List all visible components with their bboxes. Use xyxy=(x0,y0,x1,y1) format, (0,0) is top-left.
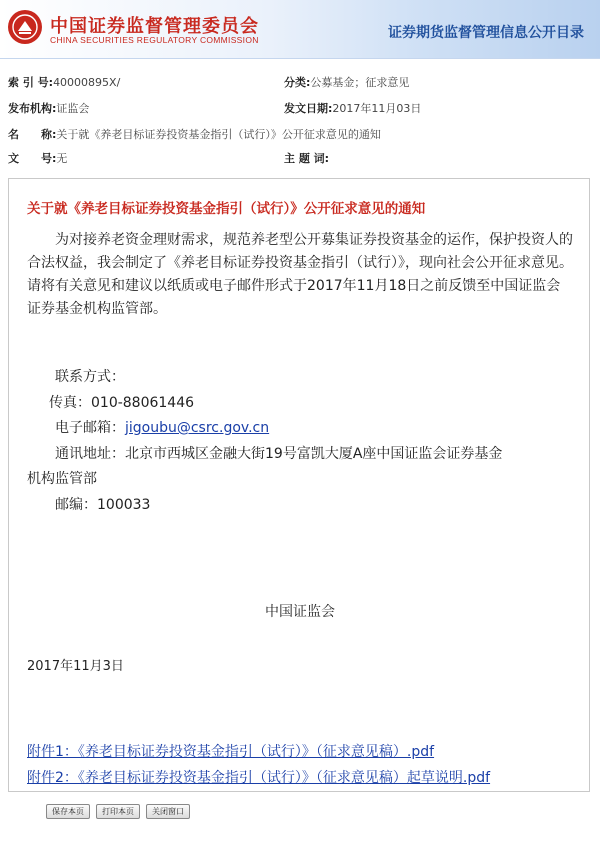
document-paragraph xyxy=(27,229,573,321)
docno-label: 文 号: xyxy=(8,152,57,165)
date-value: 2017年11月03日 xyxy=(332,102,422,115)
meta-row-publisher xyxy=(0,100,600,120)
address-value-line1: 北京市西城区金融大街19号富凯大厦A座中国证监会证券基金 xyxy=(125,445,503,462)
email-label: 电子邮箱： xyxy=(55,420,125,436)
document-date: 2017年11月3日 xyxy=(27,659,124,674)
index-value: 40000895X/ xyxy=(53,76,121,89)
address-label: 通讯地址： xyxy=(55,445,125,462)
csrc-emblem-icon xyxy=(8,10,42,44)
contact-address xyxy=(27,442,573,468)
attachment-link-2[interactable]: 附件2：《养老目标证券投资基金指引（试行）》（征求意见稿）起草说明.pdf xyxy=(27,770,491,786)
docno-value: 无 xyxy=(56,152,68,165)
meta-row-docno xyxy=(0,150,600,170)
meta-subject xyxy=(284,150,329,166)
contact-email xyxy=(27,416,573,442)
meta-date xyxy=(284,100,421,116)
document-title: 关于就《养老目标证券投资基金指引（试行）》公开征求意见的通知 xyxy=(27,201,426,217)
site-header xyxy=(0,0,600,59)
org-name-en: CHINA SECURITIES REGULATORY COMMISSION xyxy=(50,35,259,45)
publisher-label: 发布机构: xyxy=(8,102,57,115)
meta-publisher xyxy=(8,100,89,116)
save-page-button[interactable]: 保存本页 xyxy=(46,804,90,819)
attachment-link-1[interactable]: 附件1：《养老目标证券投资基金指引（试行）》（征求意见稿）.pdf xyxy=(27,744,435,760)
contact-block xyxy=(27,365,573,518)
postcode-value: 100033 xyxy=(97,496,151,513)
document-content xyxy=(8,178,590,792)
address-value-line2: 机构监管部 xyxy=(27,471,97,487)
signature: 中国证监会 xyxy=(265,604,335,620)
name-value: 关于就《养老目标证券投资基金指引（试行）》公开征求意见的通知 xyxy=(56,128,381,141)
category-value: 公募基金；征求意见 xyxy=(310,76,410,89)
index-label: 索 引 号: xyxy=(8,76,54,89)
meta-category xyxy=(284,74,409,90)
contact-fax xyxy=(27,391,573,417)
category-label: 分类: xyxy=(284,76,311,89)
meta-row-index xyxy=(0,74,600,94)
site-title: 证券期货监督管理信息公开目录 xyxy=(388,25,584,41)
org-name-cn: 中国证券监督管理委员会 xyxy=(50,16,259,37)
meta-docno xyxy=(8,150,67,166)
action-bar xyxy=(0,800,600,824)
meta-index xyxy=(8,74,120,90)
name-label: 名 称: xyxy=(8,128,57,141)
fax-label: 传真： xyxy=(49,394,91,411)
paragraph-text: 为对接养老资金理财需求，规范养老型公开募集证券投资基金的运作，保护投资人的合法权益，我会制定了《养老目标证券投资基金指引（试行）》，现向社会公开征求意见。请将有关意见和建议以纸质或电子邮件形式于2017年11月18日之前反馈至中国证监会证券基金机构监管部。 xyxy=(27,232,573,317)
meta-row-name xyxy=(0,126,600,146)
print-page-button[interactable]: 打印本页 xyxy=(96,804,140,819)
fax-value: 010-88061446 xyxy=(91,394,195,411)
contact-heading: 联系方式： xyxy=(55,369,125,385)
contact-postcode xyxy=(27,493,573,519)
email-link[interactable]: jigoubu@csrc.gov.cn xyxy=(125,420,270,436)
subject-label: 主 题 词: xyxy=(284,152,330,165)
publisher-value: 证监会 xyxy=(56,102,90,115)
date-label: 发文日期: xyxy=(284,102,333,115)
postcode-label: 邮编： xyxy=(55,496,97,513)
meta-name xyxy=(8,126,381,142)
close-window-button[interactable]: 关闭窗口 xyxy=(146,804,190,819)
